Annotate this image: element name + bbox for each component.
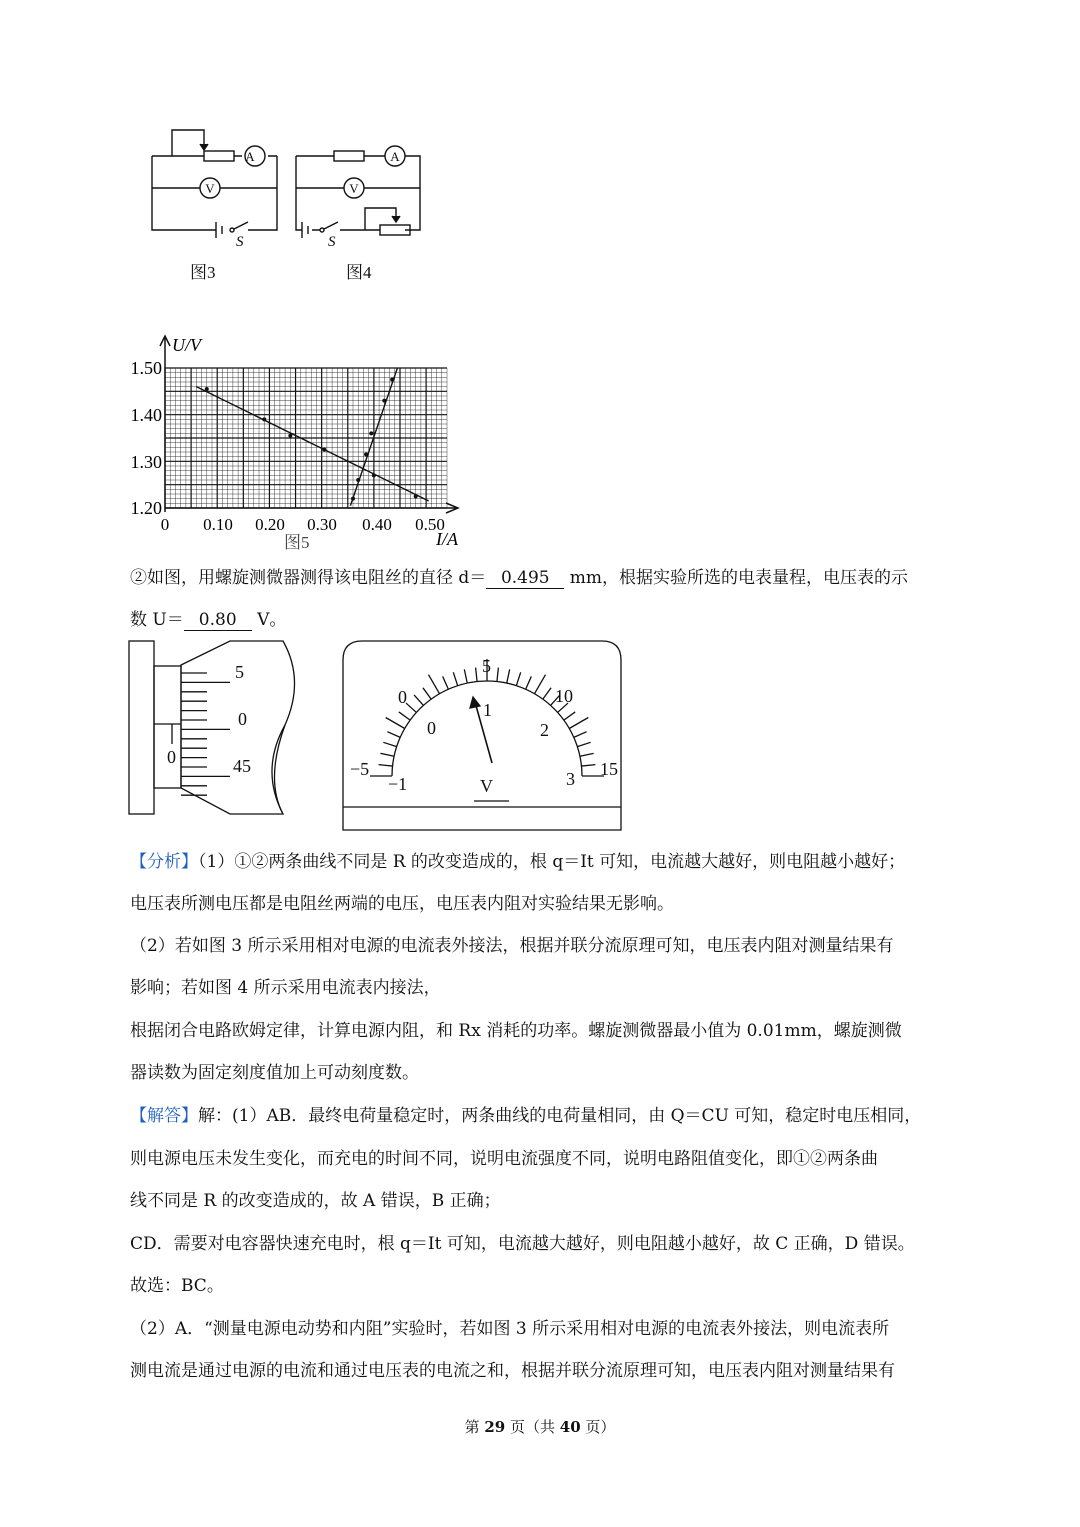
meter-tick (574, 732, 587, 738)
data-point (390, 378, 394, 382)
text: （1）①②两条曲线不同是 R 的改变造成的，根 q＝It 可知，电流越大越好，则电阻越小越好； (198, 852, 906, 872)
analysis-tag: 【分析】 (130, 852, 198, 872)
meter-tick (387, 732, 400, 738)
answer-line-3: 线不同是 R 的改变造成的，故 A 错误，B 正确； (130, 1191, 501, 1211)
x-axis-label: I/A (436, 529, 458, 549)
y-axis-label: U/V (172, 335, 201, 355)
text: 页） (580, 1418, 616, 1436)
data-point (372, 473, 376, 477)
meter-outer-label: −5 (350, 759, 370, 779)
meter-tick (423, 688, 431, 699)
x-tick: 0.40 (362, 515, 392, 534)
meter-tick (383, 742, 396, 746)
data-point (382, 399, 386, 403)
page-number: 29 (484, 1418, 506, 1436)
x-tick: 0 (160, 515, 170, 534)
page-footer (0, 1416, 1080, 1437)
y-tick: 1.40 (130, 405, 162, 425)
data-point (288, 434, 292, 438)
meter-inner-label: −1 (388, 774, 408, 794)
meter-tick (497, 668, 498, 682)
text: 解：(1）AB．最终电荷量稳定时，两条曲线的电荷量相同，由 Q＝CU 可知，稳定时电压相同， (198, 1106, 922, 1126)
y-tick: 1.20 (130, 498, 162, 518)
meter-tick (453, 672, 457, 685)
meter-inner-label: 3 (566, 769, 575, 789)
y-tick: 1.30 (130, 452, 162, 472)
meter-tick (526, 676, 532, 689)
data-point (351, 497, 355, 501)
voltmeter-label: V (205, 181, 215, 196)
y-tick: 1.50 (130, 358, 162, 378)
meter-tick (464, 669, 467, 683)
data-point (414, 494, 418, 498)
fit-line-1 (196, 387, 428, 501)
switch-label: S (328, 234, 336, 250)
analysis-line-6: 器读数为固定刻度值加上可动刻度数。 (130, 1063, 419, 1083)
x-tick: 0.20 (255, 515, 285, 534)
ammeter-label: A (390, 149, 400, 164)
meter-tick (476, 668, 477, 682)
meter-tick (543, 688, 551, 699)
analysis-line-4: 影响；若如图 4 所示采用电流表内接法， (130, 978, 441, 998)
meter-tick (577, 742, 590, 746)
meter-tick (414, 695, 423, 705)
voltmeter-figure (343, 641, 621, 830)
micrometer-label: 45 (233, 756, 251, 776)
answer-diameter: 0.495 (486, 568, 564, 589)
meter-tick (581, 765, 595, 766)
meter-tick (569, 718, 588, 729)
meter-outer-label: 15 (600, 759, 618, 779)
data-point (364, 452, 368, 456)
meter-outer-label: 0 (398, 687, 407, 707)
total-pages: 40 (559, 1418, 581, 1436)
answer-line-1 (130, 1101, 921, 1126)
meter-tick (580, 753, 594, 756)
meter-tick (507, 669, 510, 683)
analysis-line-5: 根据闭合电路欧姆定律，计算电源内阻，和 Rx 消耗的功率。螺旋测微器最小值为 0.01mm，螺旋测微 (130, 1021, 902, 1041)
meter-tick (535, 675, 546, 694)
data-point (262, 417, 266, 421)
analysis-line-3: （2）若如图 3 所示采用相对电源的电流表外接法，根据并联分流原理可知，电压表内阻对测量结果有 (130, 936, 894, 956)
meter-outer-label: 5 (482, 656, 491, 676)
figure-4-caption: 图4 (346, 263, 372, 282)
meter-inner-label: 1 (483, 700, 492, 720)
answer-line-2: 则电源电压未发生变化，而充电的时间不同，说明电流强度不同，说明电路阻值变化，即①②两条曲 (130, 1149, 878, 1169)
answer-voltage: 0.80 (184, 610, 252, 631)
meter-tick (516, 672, 520, 685)
data-point (205, 387, 209, 391)
text: 第 (464, 1418, 485, 1436)
analysis-line-1 (130, 847, 905, 872)
text: ②如图，用螺旋测微器测得该电阻丝的直径 d＝ (130, 568, 487, 588)
meter-tick (564, 712, 575, 720)
x-tick: 0.50 (415, 515, 445, 534)
text: V。 (251, 610, 287, 630)
switch-label: S (236, 234, 244, 250)
figure-5-caption: 图5 (284, 533, 310, 552)
meter-outer-label: 10 (555, 686, 573, 706)
meter-tick (406, 703, 416, 712)
micrometer-figure (129, 641, 295, 814)
data-point (356, 478, 360, 482)
analysis-line-2: 电压表所测电压都是电阻丝两端的电压，电压表内阻对实验结果无影响。 (130, 894, 674, 914)
answer-line-6: （2）A．“测量电源电动势和内阻”实验时，若如图 3 所示采用相对电源的电流表外接法，则电流表所 (130, 1319, 890, 1339)
figure-5-graph (0, 0, 480, 560)
meter-tick (399, 712, 410, 720)
instrument-figures (120, 630, 640, 840)
micrometer-label: 0 (238, 709, 247, 729)
x-tick: 0.10 (203, 515, 233, 534)
text: 数 U＝ (130, 610, 184, 630)
answer-tag: 【解答】 (130, 1106, 198, 1126)
meter-tick (380, 753, 394, 756)
answer-line-5: 故选：BC。 (130, 1276, 224, 1296)
x-tick: 0.30 (307, 515, 337, 534)
micrometer-label: 0 (167, 747, 176, 767)
meter-unit: V (480, 776, 493, 796)
question-2-line-2 (130, 605, 286, 631)
meter-inner-label: 2 (540, 720, 549, 740)
figure-3-caption: 图3 (190, 263, 216, 282)
answer-line-7: 测电流是通过电源的电流和通过电压表的电流之和，根据并联分流原理可知，电压表内阻对测量结果有 (130, 1361, 895, 1381)
question-2-line-1 (130, 563, 908, 589)
text: mm，根据实验所选的电表量程，电压表的示 (564, 568, 908, 588)
data-point (322, 448, 326, 452)
micrometer-label: 5 (235, 662, 244, 682)
meter-tick (386, 718, 405, 729)
meter-tick (429, 675, 440, 694)
ammeter-label: A (245, 149, 255, 164)
voltmeter-label: V (349, 181, 359, 196)
meter-tick (379, 765, 393, 766)
meter-inner-label: 0 (427, 718, 436, 738)
x-axis (165, 503, 458, 513)
text: 页（共 (505, 1418, 560, 1436)
meter-tick (443, 676, 449, 689)
data-point (369, 431, 373, 435)
answer-line-4: CD．需要对电容器快速充电时，根 q＝It 可知，电流越大越好，则电阻越小越好，故 C 正确，D 错误。 (130, 1234, 915, 1254)
